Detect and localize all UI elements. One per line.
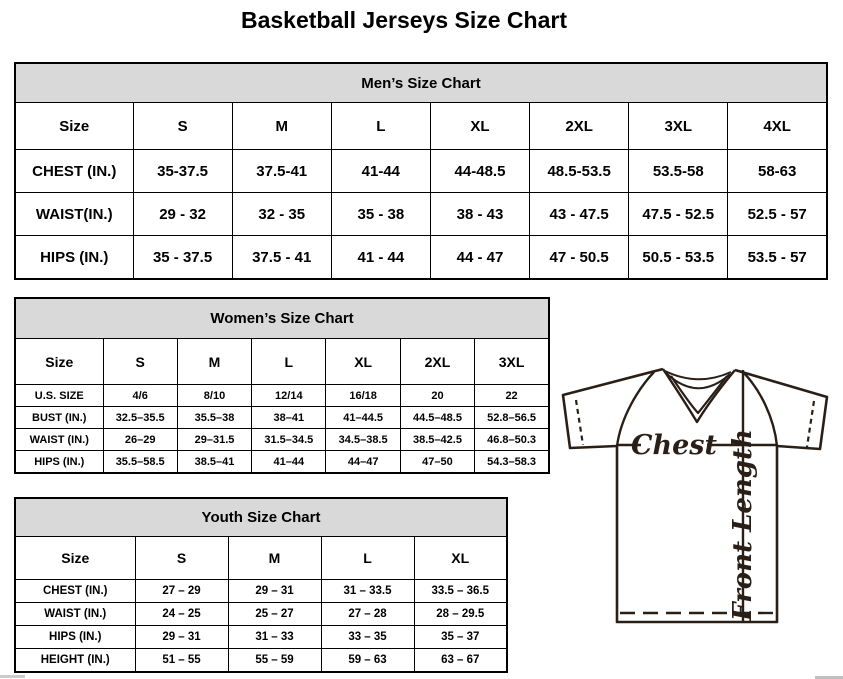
table-cell: 4/6 bbox=[103, 385, 177, 407]
table-cell: 27 – 28 bbox=[321, 603, 414, 626]
table-cell: 31.5–34.5 bbox=[252, 429, 326, 451]
column-header: XL bbox=[326, 339, 400, 385]
table-row bbox=[15, 649, 507, 673]
table-cell: 37.5 - 41 bbox=[232, 236, 331, 280]
table-cell: 29 - 32 bbox=[133, 193, 232, 236]
youth-size-table bbox=[14, 497, 508, 673]
table-cell: 47 - 50.5 bbox=[530, 236, 629, 280]
row-label: BUST (IN.) bbox=[15, 407, 103, 429]
table-row bbox=[15, 429, 549, 451]
table-row bbox=[15, 451, 549, 474]
table-cell: 35 - 37.5 bbox=[133, 236, 232, 280]
table-row bbox=[15, 150, 827, 193]
womens-table-header: Women’s Size Chart bbox=[15, 298, 549, 339]
table-cell: 44 - 47 bbox=[430, 236, 529, 280]
column-header: S bbox=[103, 339, 177, 385]
table-cell: 44.5–48.5 bbox=[400, 407, 474, 429]
table-cell: 51 – 55 bbox=[135, 649, 228, 673]
jersey-collar-outer-v bbox=[663, 369, 735, 422]
jersey-diagram-icon bbox=[550, 355, 840, 655]
table-cell: 37.5-41 bbox=[232, 150, 331, 193]
row-label: CHEST (IN.) bbox=[15, 580, 135, 603]
column-header: L bbox=[321, 537, 414, 580]
column-header: XL bbox=[430, 103, 529, 150]
table-cell: 58-63 bbox=[728, 150, 827, 193]
column-header: L bbox=[331, 103, 430, 150]
table-cell: 47–50 bbox=[400, 451, 474, 474]
table-cell: 43 - 47.5 bbox=[530, 193, 629, 236]
table-cell: 31 – 33 bbox=[228, 626, 321, 649]
jersey-right-cuff-dashes bbox=[807, 401, 814, 447]
horizontal-scrollbar-fragment-left[interactable] bbox=[0, 675, 25, 678]
table-row bbox=[15, 407, 549, 429]
front-length-label: Front Length bbox=[728, 429, 758, 621]
row-label: HIPS (IN.) bbox=[15, 236, 133, 280]
table-row bbox=[15, 339, 549, 385]
table-cell: 25 – 27 bbox=[228, 603, 321, 626]
table-row bbox=[15, 603, 507, 626]
table-cell: 47.5 - 52.5 bbox=[629, 193, 728, 236]
page-title: Basketball Jerseys Size Chart bbox=[240, 7, 567, 33]
table-cell: 38.5–41 bbox=[177, 451, 251, 474]
table-row bbox=[15, 537, 507, 580]
row-label: HIPS (IN.) bbox=[15, 626, 135, 649]
table-cell: 29 – 31 bbox=[135, 626, 228, 649]
column-header: L bbox=[252, 339, 326, 385]
table-cell: 32 - 35 bbox=[232, 193, 331, 236]
table-row bbox=[15, 626, 507, 649]
table-row bbox=[15, 385, 549, 407]
table-cell: 38 - 43 bbox=[430, 193, 529, 236]
table-cell: 24 – 25 bbox=[135, 603, 228, 626]
table-cell: 34.5–38.5 bbox=[326, 429, 400, 451]
table-cell: 53.5-58 bbox=[629, 150, 728, 193]
youth-table-header: Youth Size Chart bbox=[15, 498, 507, 537]
row-label: Size bbox=[15, 339, 103, 385]
table-cell: 54.3–58.3 bbox=[475, 451, 549, 474]
table-cell: 29–31.5 bbox=[177, 429, 251, 451]
table-cell: 29 – 31 bbox=[228, 580, 321, 603]
jersey-left-cuff-dashes bbox=[576, 400, 583, 445]
table-cell: 41–44 bbox=[252, 451, 326, 474]
column-header: M bbox=[177, 339, 251, 385]
column-header: 4XL bbox=[728, 103, 827, 150]
column-header: S bbox=[133, 103, 232, 150]
table-cell: 35 – 37 bbox=[414, 626, 507, 649]
table-cell: 52.8–56.5 bbox=[475, 407, 549, 429]
column-header: S bbox=[135, 537, 228, 580]
table-cell: 28 – 29.5 bbox=[414, 603, 507, 626]
jersey-collar-back-arc-1 bbox=[665, 371, 731, 379]
row-label: WAIST(IN.) bbox=[15, 193, 133, 236]
table-cell: 33.5 – 36.5 bbox=[414, 580, 507, 603]
row-label: WAIST (IN.) bbox=[15, 429, 103, 451]
table-cell: 41-44 bbox=[331, 150, 430, 193]
table-cell: 46.8–50.3 bbox=[475, 429, 549, 451]
row-label: CHEST (IN.) bbox=[15, 150, 133, 193]
table-row bbox=[15, 580, 507, 603]
table-cell: 22 bbox=[475, 385, 549, 407]
table-cell: 35 - 38 bbox=[331, 193, 430, 236]
table-row bbox=[15, 236, 827, 280]
table-cell: 55 – 59 bbox=[228, 649, 321, 673]
table-cell: 12/14 bbox=[252, 385, 326, 407]
row-label: U.S. SIZE bbox=[15, 385, 103, 407]
row-label: Size bbox=[15, 103, 133, 150]
table-row bbox=[15, 63, 827, 103]
column-header: XL bbox=[414, 537, 507, 580]
table-cell: 35-37.5 bbox=[133, 150, 232, 193]
column-header: 2XL bbox=[530, 103, 629, 150]
row-label: WAIST (IN.) bbox=[15, 603, 135, 626]
table-cell: 38.5–42.5 bbox=[400, 429, 474, 451]
column-header: M bbox=[232, 103, 331, 150]
table-cell: 20 bbox=[400, 385, 474, 407]
table-cell: 52.5 - 57 bbox=[728, 193, 827, 236]
table-row bbox=[15, 193, 827, 236]
column-header: 3XL bbox=[475, 339, 549, 385]
table-row bbox=[15, 103, 827, 150]
row-label: HIPS (IN.) bbox=[15, 451, 103, 474]
table-cell: 35.5–38 bbox=[177, 407, 251, 429]
table-cell: 44-48.5 bbox=[430, 150, 529, 193]
table-cell: 35.5–58.5 bbox=[103, 451, 177, 474]
table-cell: 8/10 bbox=[177, 385, 251, 407]
jersey-measurement-diagram bbox=[550, 355, 840, 655]
table-cell: 48.5-53.5 bbox=[530, 150, 629, 193]
column-header: 3XL bbox=[629, 103, 728, 150]
column-header: M bbox=[228, 537, 321, 580]
table-cell: 59 – 63 bbox=[321, 649, 414, 673]
table-cell: 32.5–35.5 bbox=[103, 407, 177, 429]
table-cell: 31 – 33.5 bbox=[321, 580, 414, 603]
row-label: Size bbox=[15, 537, 135, 580]
table-cell: 38–41 bbox=[252, 407, 326, 429]
table-cell: 27 – 29 bbox=[135, 580, 228, 603]
table-cell: 50.5 - 53.5 bbox=[629, 236, 728, 280]
table-row bbox=[15, 298, 549, 339]
mens-size-table bbox=[14, 62, 828, 280]
row-label: HEIGHT (IN.) bbox=[15, 649, 135, 673]
table-row bbox=[15, 498, 507, 537]
womens-size-table bbox=[14, 297, 550, 474]
mens-table-header: Men’s Size Chart bbox=[15, 63, 827, 103]
table-cell: 33 – 35 bbox=[321, 626, 414, 649]
table-cell: 41 - 44 bbox=[331, 236, 430, 280]
table-cell: 26–29 bbox=[103, 429, 177, 451]
table-cell: 44–47 bbox=[326, 451, 400, 474]
table-cell: 63 – 67 bbox=[414, 649, 507, 673]
column-header: 2XL bbox=[400, 339, 474, 385]
chest-label: Chest bbox=[631, 430, 717, 461]
table-cell: 53.5 - 57 bbox=[728, 236, 827, 280]
table-cell: 16/18 bbox=[326, 385, 400, 407]
table-cell: 41–44.5 bbox=[326, 407, 400, 429]
